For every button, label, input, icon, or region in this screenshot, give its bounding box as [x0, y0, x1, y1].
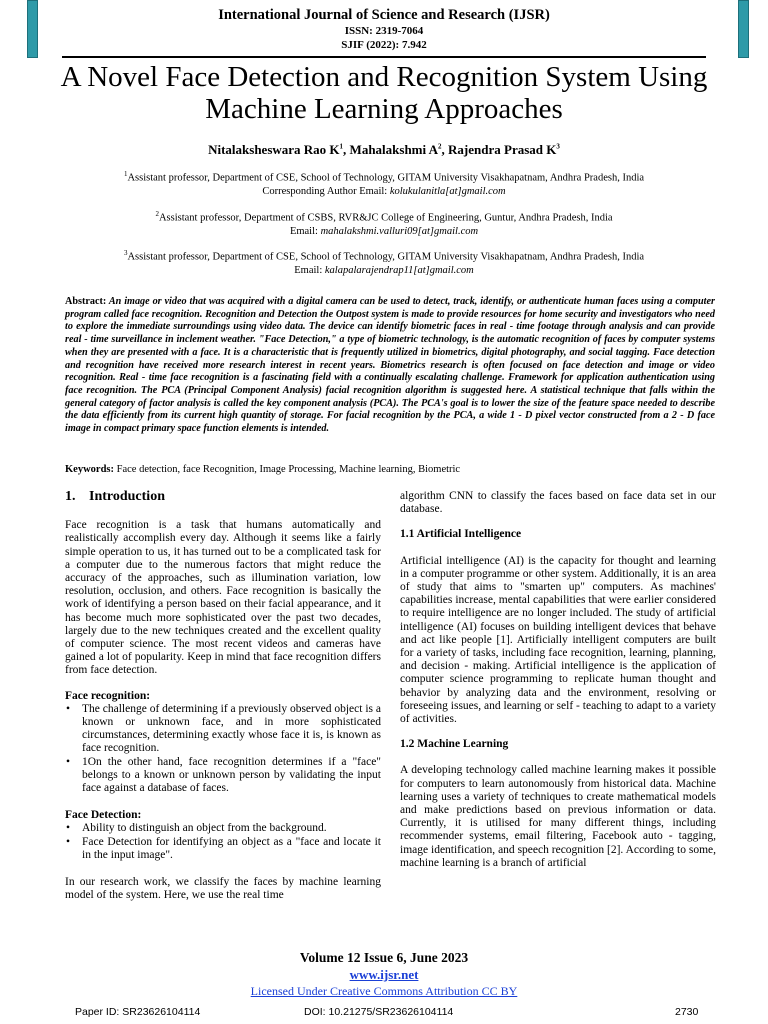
bullet-icon: •	[66, 835, 71, 848]
ai-paragraph: Artificial intelligence (AI) is the capacity for thought and learning in a computer programme or other system. Additionally, it is an area of study that aims to "smarten up" computers. As machines' capabilities increase, mental capabilities that were earlier considered to require intelligence are no longer included. The study of artificial intelligence (AI) focuses on building intelligent devices that behave and act like people [1]. Artificially intelligent computers are built for a variety of tasks, including face recognition, learning, planning, and decision - making. Artificial intelligence is the application of computer science programming to replicate human thought and behavior by analyzing data and the environment, resolving or foreseeing issues, and learning or self - teaching to adapt to a variety of activities.	[400, 554, 716, 726]
affiliation-1: $^1$Assistant professor, Department of CSE, School of Technology, GITAM University Visakhapatnam, Andhra Pradesh, India Corresponding Author Email: kolukulanitla[at]gmail.com	[123, 170, 645, 197]
left-column	[65, 490, 381, 914]
footer-volume: Volume 12 Issue 6, June 2023	[299, 950, 469, 965]
issn: ISSN: 2319-7064	[344, 25, 424, 37]
right-column	[400, 490, 716, 882]
continuation-paragraph: algorithm CNN to classify the faces based on face data set in our database.	[400, 490, 716, 516]
bullet-icon: •	[66, 755, 71, 768]
abstract-text: An image or video that was acquired with a digital camera can be used to detect, track, identify, or authenticate human faces using a computer program called face recognition. Recognition and Detection the Outpost system is made to provide resources for home security and investigators who need to explore the immediate surroundings using video data. The device can identify biometric faces in real - time footage through analysis and can provide real - time surveillance in inclement weather. "Face Detection," a type of biometric technology, is the automatic recognition of faces by computer systems when they are presented with a face. It is a characteristic that is frequently utilized in biometrics, digital photography, and social tagging. Face detection and recognition have received more research interest in recent years. Biometrics research is often focused on face detection and image or video recognition. Real - time face recognition is a fascinating field with a continually escalating challenge. Framework for application authentication using face recognition. The PCA (Principal Component Analysis) facial recognition algorithm is suggested here. A statistical technique that falls within the general category of factor analysis is called the key component analysis (PCA). The PCA's goal is to lower the size of the feature space needed to describe the data efficiently from its current high quantity of storage. For facial recognition by the PCA, a wide 1 - D pixel vector constructed from a 2 - D face image in compact primary space function elements is intended.	[65, 296, 715, 435]
author-name: Nitalaksheswara Rao K	[208, 142, 340, 157]
email-link[interactable]: mahalakshmi.valluri09[at]gmail.com	[320, 225, 479, 237]
affiliation-2: $^2$Assistant professor, Department of CSBS, RVR&JC College of Engineering, Guntur, Andhra Pradesh, India Email: mahalakshmi.valluri09[at]gmail.com	[155, 210, 613, 237]
footer-license-link[interactable]: Licensed Under Creative Commons Attribution CC BY	[250, 984, 518, 998]
affiliation-3: $^3$Assistant professor, Department of CSE, School of Technology, GITAM University Visakhapatnam, Andhra Pradesh, India Email: kalapalarajendrap11[at]gmail.com	[123, 249, 645, 276]
author-list: Nitalaksheswara Rao $K^1$, Mahalakshmi $A^2$, Rajendra Prasad $K^3$	[208, 142, 560, 157]
section-heading: 1. Introduction	[65, 489, 165, 504]
sjif: SJIF (2022): 7.942	[341, 39, 427, 51]
footer-page-number: 2730	[675, 1006, 699, 1018]
intro-paragraph: Face recognition is a task that humans automatically and realistically accomplish every day. Although it seems like a fairly simple operation to us, it has turned out to be a complicated task for a computer due to the numerous factors that might reduce the accuracy of the approaches, such as illumination variation, low resolution, occlusion, and others. Face recognition is basically the work of identifying a person based on their facial appearance, and it has become much more sophisticated over the past two decades, largely due to the new techniques created and the excellent quality of computer science. The most recent videos and cameras have gained a lot of popularity. Keep in mind that face recognition differs from face detection.	[65, 519, 381, 677]
abstract-label: Abstract:	[65, 296, 107, 307]
author-name: Mahalakshmi A	[349, 142, 439, 157]
author-sup: 3	[556, 142, 560, 151]
closing-paragraph: In our research work, we classify the faces by machine learning model of the system. Here, we use the real time	[65, 876, 381, 902]
ml-paragraph: A developing technology called machine learning makes it possible for computers to learn autonomously from historical data. Machine learning uses a variety of techniques to create mathematical models and make predictions based on previous information or data. Currently, it is utilised for many different things, including recommender systems, email filtering, Facebook auto - tagging, image identification, and speech recognition [2]. According to some, machine learning is a branch of artificial	[400, 764, 716, 869]
journal-name: International Journal of Science and Research (IJSR)	[218, 7, 550, 23]
bullet-icon: •	[66, 822, 71, 835]
footer-doi: DOI: 10.21275/SR23626104114	[304, 1006, 454, 1018]
email-link[interactable]: kolukulanitla[at]gmail.com	[389, 185, 506, 197]
author-sup: 2	[438, 142, 442, 151]
footer-url-link[interactable]: www.ijsr.net	[349, 967, 419, 982]
ml-heading: 1.2 Machine Learning	[400, 738, 509, 751]
keywords-label: Keywords:	[65, 464, 114, 475]
list-item: • 1On the other hand, face recognition determines if a "face" belongs to a known or unknown person by validating the input face against a database of faces.	[66, 755, 381, 795]
author-name: Rajendra Prasad K	[448, 142, 557, 157]
list-item: • Face Detection for identifying an object as a "face and locate it in the input image".	[66, 835, 381, 861]
keywords	[65, 464, 715, 475]
bullet-icon: •	[66, 702, 71, 715]
author-sup: 1	[339, 142, 344, 151]
list-item: • The challenge of determining if a previously observed object is a known or unknown face, and in more sophisticated circumstances, determining exactly whose face it is, is known as face recognition.	[66, 702, 381, 755]
email-link[interactable]: kalapalarajendrap11[at]gmail.com	[324, 264, 474, 276]
face-detection-list	[65, 822, 381, 862]
list-item: • Ability to distinguish an object from the background.	[66, 822, 327, 835]
paper-title: A Novel Face Detection and Recognition System Using Machine Learning Approaches	[60, 61, 708, 125]
header-divider	[62, 56, 706, 58]
ai-heading: 1.1 Artificial Intelligence	[400, 528, 522, 541]
face-recognition-list	[65, 703, 381, 795]
footer-paper-id: Paper ID: SR23626104114	[75, 1006, 201, 1018]
face-detection-label: Face Detection:	[65, 809, 142, 822]
abstract	[65, 296, 715, 436]
face-recognition-label: Face recognition:	[65, 689, 151, 702]
keywords-text: Face detection, face Recognition, Image Processing, Machine learning, Biometric	[116, 464, 461, 475]
